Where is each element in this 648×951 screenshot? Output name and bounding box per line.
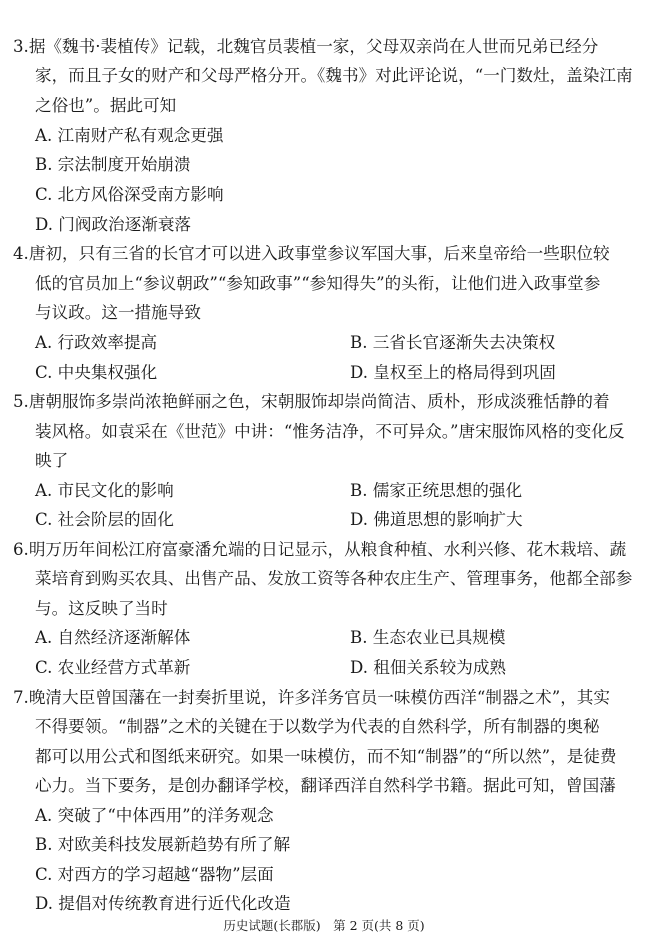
- question-7-stem-line-2: 不得要领。“制器”之术的关键在于以数学为代表的自然科学，所有制器的奥秘: [35, 717, 600, 736]
- question-5-option-b: B. 儒家正统思想的强化: [350, 481, 523, 500]
- question-7-stem-line-4: 心力。当下要务，是创办翻译学校，翻译西洋自然科学书籍。据此可知，曾国藩: [35, 776, 616, 795]
- question-3-option-c: C. 北方风俗深受南方影响: [35, 185, 224, 204]
- question-4-option-d: D. 皇权至上的格局得到巩固: [350, 363, 556, 382]
- question-3-option-d: D. 门阀政治逐渐衰落: [35, 215, 192, 234]
- question-4-stem-line-3: 与议政。这一措施导致: [35, 303, 201, 322]
- question-7-option-c: C. 对西方的学习超越“器物”层面: [35, 865, 274, 884]
- question-4-option-b: B. 三省长官逐渐失去决策权: [350, 333, 556, 352]
- question-5-option-d: D. 佛道思想的影响扩大: [350, 510, 523, 529]
- question-6-stem-line-1: 6.明万历年间松江府富豪潘允端的日记显示，从粮食种植、水利兴修、花木栽培、蔬: [13, 540, 627, 559]
- question-3-option-b: B. 宗法制度开始崩溃: [35, 155, 191, 174]
- question-4-option-c: C. 中央集权强化: [35, 363, 158, 382]
- question-3-stem-line-2: 家，而且子女的财产和父母严格分开。《魏书》对此评论说，“一门数灶，盖染江南: [35, 66, 633, 85]
- question-5-stem-line-1: 5.唐朝服饰多崇尚浓艳鲜丽之色，宋朝服饰却崇尚简洁、质朴，形成淡雅恬静的着: [13, 392, 610, 411]
- question-3-stem-line-1: 3.据《魏书·裴植传》记载，北魏官员裴植一家，父母双亲尚在人世而兄弟已经分: [13, 37, 599, 56]
- page-footer: 历史试题(长郡版) 第 2 页(共 8 页): [223, 918, 425, 933]
- question-5-stem-line-3: 映了: [35, 451, 69, 470]
- question-7-option-a: A. 突破了“中体西用”的洋务观念: [35, 806, 274, 825]
- question-6-option-d: D. 租佃关系较为成熟: [350, 658, 507, 677]
- question-4-option-a: A. 行政效率提高: [35, 333, 158, 352]
- question-5-stem-line-2: 装风格。如袁采在《世范》中讲：“惟务洁净，不可异众。”唐宋服饰风格的变化反: [35, 422, 625, 441]
- question-6-stem-line-2: 菜培育到购买农具、出售产品、发放工资等各种农庄生产、管理事务，他都全部参: [35, 569, 633, 588]
- question-7-stem-line-1: 7.晚清大臣曾国藩在一封奏折里说，许多洋务官员一味模仿西洋“制器之术”，其实: [13, 688, 610, 707]
- question-7-stem-line-3: 都可以用公式和图纸来研究。如果一味模仿，而不知“制器”的“所以然”，是徒费: [35, 747, 617, 766]
- question-6-option-a: A. 自然经济逐渐解体: [35, 628, 191, 647]
- question-6-stem-line-3: 与。这反映了当时: [35, 599, 168, 618]
- question-6-option-c: C. 农业经营方式革新: [35, 658, 191, 677]
- question-5-option-a: A. 市民文化的影响: [35, 481, 174, 500]
- question-4-stem-line-2: 低的官员加上“参议朝政”“参知政事”“参知得失”的头衔，让他们进入政事堂参: [35, 274, 601, 293]
- question-3-stem-line-3: 之俗也”。据此可知: [35, 96, 177, 115]
- question-3-option-a: A. 江南财产私有观念更强: [35, 126, 224, 145]
- question-7-option-d: D. 提倡对传统教育进行近代化改造: [35, 894, 291, 913]
- question-4-stem-line-1: 4.唐初，只有三省的长官才可以进入政事堂参议军国大事，后来皇帝给一些职位较: [13, 244, 610, 263]
- question-6-option-b: B. 生态农业已具规模: [350, 628, 506, 647]
- question-5-option-c: C. 社会阶层的固化: [35, 510, 174, 529]
- question-7-option-b: B. 对欧美科技发展新趋势有所了解: [35, 835, 291, 854]
